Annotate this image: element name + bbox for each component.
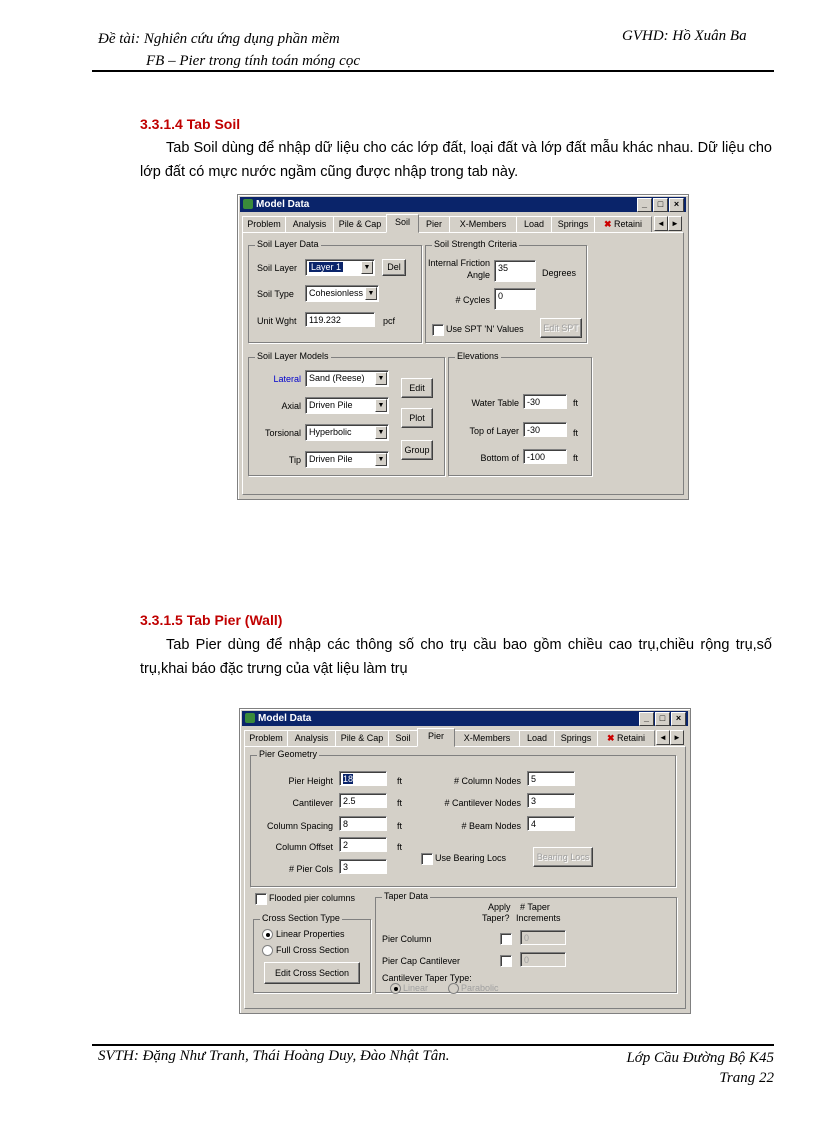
- friction-label-1: Internal Friction: [428, 258, 491, 268]
- linear-properties-label: Linear Properties: [276, 929, 345, 939]
- taper-parabolic-label: Parabolic: [461, 983, 499, 993]
- tab-problem[interactable]: Problem: [244, 730, 288, 747]
- cantilever-input[interactable]: 2.5: [339, 793, 387, 808]
- section-text-pier: Tab Pier dùng để nhập các thông số cho trụ cầu bao gồm chiều cao trụ,chiều rộng trụ,số trụ,khai báo đặc trưng của vật liệu làm trụ: [140, 637, 772, 677]
- increments-header-1: # Taper: [520, 902, 550, 912]
- beam-nodes-input[interactable]: 4: [527, 816, 575, 831]
- column-offset-input[interactable]: 2: [339, 837, 387, 852]
- window-titlebar: [242, 711, 688, 726]
- cross-section-type-group: [253, 913, 371, 993]
- group-button[interactable]: Group: [401, 440, 433, 460]
- friction-label-2: Angle: [466, 270, 490, 280]
- maximize-button[interactable]: □: [653, 198, 668, 212]
- pier-height-input[interactable]: [339, 771, 387, 786]
- tip-label: Tip: [288, 455, 301, 465]
- pier-column-taper-checkbox[interactable]: [500, 933, 512, 945]
- tab-retaining-label: Retaini: [617, 733, 646, 743]
- maximize-button[interactable]: □: [655, 712, 670, 726]
- tab-pile-cap[interactable]: Pile & Cap: [335, 730, 389, 747]
- group-title: Cross Section Type: [262, 913, 340, 923]
- minimize-button[interactable]: _: [639, 712, 654, 726]
- edit-spt-button[interactable]: Edit SPT: [540, 318, 582, 338]
- cantilever-unit: ft: [397, 798, 403, 808]
- cycles-label: # Cycles: [455, 295, 490, 305]
- edit-model-button[interactable]: Edit: [401, 378, 433, 398]
- friction-unit: Degrees: [542, 268, 577, 278]
- tab-springs[interactable]: Springs: [554, 730, 598, 747]
- top-of-layer-input[interactable]: -30: [523, 422, 567, 437]
- model-data-window-soil: [237, 194, 689, 500]
- app-icon: [245, 713, 255, 723]
- dropdown-value: Sand (Reese): [309, 373, 365, 383]
- bottom-of-unit: ft: [573, 453, 579, 463]
- increments-header-2: Increments: [516, 913, 561, 923]
- pier-column-increments-input[interactable]: 0: [520, 930, 566, 945]
- unit-weight-unit: pcf: [383, 316, 396, 326]
- tab-pile-cap[interactable]: Pile & Cap: [333, 216, 387, 233]
- tab-scroll-right-button[interactable]: ►: [668, 216, 682, 231]
- header-advisor: GVHD: Hồ Xuân Ba: [622, 28, 747, 44]
- tab-scroll-left-button[interactable]: ◄: [654, 216, 668, 231]
- friction-angle-input[interactable]: 35: [494, 260, 536, 282]
- pier-cols-input[interactable]: 3: [339, 859, 387, 874]
- tab-retaining-label: Retaini: [614, 219, 643, 229]
- close-button[interactable]: ×: [669, 198, 684, 212]
- tab-x-members[interactable]: X-Members: [454, 730, 520, 747]
- footer-class: Lớp Cầu Đường Bộ K45: [626, 1050, 774, 1066]
- tab-soil[interactable]: Soil: [386, 214, 419, 233]
- footer-rule: [92, 1044, 774, 1046]
- taper-parabolic-radio[interactable]: [448, 983, 459, 994]
- chevron-down-icon: ▼: [375, 426, 387, 439]
- column-spacing-unit: ft: [397, 821, 403, 831]
- taper-linear-label: Linear: [403, 983, 429, 993]
- full-cross-section-label: Full Cross Section: [276, 945, 350, 955]
- window-title: Model Data: [256, 199, 310, 210]
- tab-analysis[interactable]: Analysis: [287, 730, 336, 747]
- column-spacing-input[interactable]: 8: [339, 816, 387, 831]
- soil-layer-label: Soil Layer: [257, 263, 298, 273]
- del-button[interactable]: Del: [382, 259, 406, 276]
- tab-strip: [242, 215, 684, 232]
- chevron-down-icon: ▼: [375, 399, 387, 412]
- window-title: Model Data: [258, 713, 312, 724]
- header-rule: [92, 70, 774, 72]
- window-titlebar: [240, 197, 686, 212]
- cantilever-label: Cantilever: [292, 798, 333, 808]
- full-cross-section-radio[interactable]: [262, 945, 273, 956]
- soil-layer-data-group: [248, 239, 422, 343]
- unit-weight-input[interactable]: 119.232: [305, 312, 375, 327]
- column-nodes-input[interactable]: 5: [527, 771, 575, 786]
- input-value: 18: [343, 774, 354, 784]
- header-topic-line2: FB – Pier trong tính toán móng cọc: [146, 53, 360, 69]
- water-table-input[interactable]: -30: [523, 394, 567, 409]
- cycles-input[interactable]: 0: [494, 288, 536, 310]
- column-nodes-label: # Column Nodes: [453, 776, 521, 786]
- model-data-window-pier: [239, 708, 691, 1014]
- soil-type-dropdown[interactable]: [305, 285, 379, 302]
- soil-layer-models-group: [248, 351, 445, 476]
- tab-soil[interactable]: Soil: [388, 730, 418, 747]
- dropdown-value: Driven Pile: [309, 454, 353, 464]
- tab-scroll-left-button[interactable]: ◄: [656, 730, 670, 745]
- document-header-topic: [98, 28, 360, 72]
- taper-data-group: [375, 891, 677, 993]
- minimize-button[interactable]: _: [637, 198, 652, 212]
- tab-pier[interactable]: Pier: [417, 728, 455, 747]
- soil-strength-group: [425, 239, 587, 343]
- group-title: Elevations: [457, 351, 499, 361]
- group-title: Soil Layer Data: [257, 239, 319, 249]
- pier-column-taper-label: Pier Column: [382, 934, 432, 944]
- close-button[interactable]: ×: [671, 712, 686, 726]
- pier-cap-cantilever-increments-input[interactable]: 0: [520, 952, 566, 967]
- edit-cross-section-button[interactable]: Edit Cross Section: [264, 962, 360, 984]
- bottom-of-input[interactable]: -100: [523, 449, 567, 464]
- top-of-layer-unit: ft: [573, 428, 579, 438]
- use-spt-checkbox[interactable]: [432, 324, 444, 336]
- bearing-locs-button[interactable]: Bearing Locs: [533, 847, 593, 867]
- error-x-icon: ✖: [603, 219, 612, 229]
- footer-page-number: Trang 22: [719, 1070, 774, 1086]
- tip-model-dropdown[interactable]: [305, 451, 389, 468]
- pier-geometry-group: [250, 749, 676, 887]
- bottom-of-label: Bottom of: [480, 453, 519, 463]
- water-table-unit: ft: [573, 398, 579, 408]
- column-offset-unit: ft: [397, 842, 403, 852]
- cantilever-nodes-label: # Cantilever Nodes: [444, 798, 521, 808]
- chevron-down-icon: ▼: [375, 453, 387, 466]
- elevations-group: [448, 351, 592, 476]
- beam-nodes-label: # Beam Nodes: [461, 821, 521, 831]
- pier-cols-label: # Pier Cols: [288, 864, 333, 874]
- section-heading-soil: 3.3.1.4 Tab Soil: [140, 116, 241, 132]
- torsional-model-dropdown[interactable]: [305, 424, 389, 441]
- soil-layer-dropdown[interactable]: [305, 259, 375, 276]
- apply-header-1: Apply: [488, 902, 511, 912]
- group-title: Soil Strength Criteria: [434, 239, 518, 249]
- tab-problem[interactable]: Problem: [242, 216, 286, 233]
- cantilever-taper-type-label: Cantilever Taper Type:: [382, 973, 472, 983]
- water-table-label: Water Table: [471, 398, 519, 408]
- use-bearing-locs-label: Use Bearing Locs: [435, 853, 507, 863]
- torsional-label: Torsional: [264, 428, 301, 438]
- section-text-soil: Tab Soil dùng để nhập dữ liệu cho các lớp đất, loại đất và lớp đất mẫu khác nhau. Dữ liệu cho lớp đất có mực nước ngầm cũng được nhập trong tab này.: [140, 140, 772, 180]
- header-topic-line1: Đề tài: Nghiên cứu ứng dụng phần mềm: [98, 31, 340, 47]
- chevron-down-icon: ▼: [361, 261, 373, 274]
- soil-tab-panel: [242, 232, 684, 495]
- unit-weight-label: Unit Wght: [257, 316, 297, 326]
- chevron-down-icon: ▼: [365, 287, 377, 300]
- footer-authors: SVTH: Đặng Như Tranh, Thái Hoàng Duy, Đào Nhật Tân.: [98, 1048, 450, 1064]
- pier-cap-cantilever-label: Pier Cap Cantilever: [382, 956, 461, 966]
- tab-x-members[interactable]: X-Members: [449, 216, 517, 233]
- flooded-pier-columns-label: Flooded pier columns: [269, 893, 356, 903]
- group-title: Taper Data: [384, 891, 429, 901]
- tab-retaining[interactable]: [597, 730, 655, 747]
- error-x-icon: ✖: [606, 733, 615, 743]
- tab-retaining[interactable]: [594, 216, 652, 233]
- cantilever-nodes-input[interactable]: 3: [527, 793, 575, 808]
- column-offset-label: Column Offset: [275, 842, 333, 852]
- pier-tab-panel: [244, 746, 686, 1009]
- group-title: Soil Layer Models: [257, 351, 329, 361]
- tab-strip: [244, 729, 686, 746]
- chevron-down-icon: ▼: [375, 372, 387, 385]
- pier-height-label: Pier Height: [288, 776, 333, 786]
- pier-cap-cantilever-checkbox[interactable]: [500, 955, 512, 967]
- tab-load[interactable]: Load: [516, 216, 552, 233]
- lateral-label: Lateral: [273, 374, 301, 384]
- column-spacing-label: Column Spacing: [266, 821, 333, 831]
- linear-properties-radio[interactable]: [262, 929, 273, 940]
- dropdown-value: Driven Pile: [309, 400, 353, 410]
- tab-scroll-right-button[interactable]: ►: [670, 730, 684, 745]
- flooded-pier-columns-checkbox[interactable]: [255, 893, 267, 905]
- dropdown-value: Hyperbolic: [309, 427, 352, 437]
- tab-pier[interactable]: Pier: [418, 216, 450, 233]
- pier-height-unit: ft: [397, 776, 403, 786]
- taper-linear-radio[interactable]: [390, 983, 401, 994]
- group-title: Pier Geometry: [259, 749, 318, 759]
- tab-analysis[interactable]: Analysis: [285, 216, 334, 233]
- lateral-model-dropdown[interactable]: [305, 370, 389, 387]
- apply-header-2: Taper?: [482, 913, 510, 923]
- top-of-layer-label: Top of Layer: [469, 426, 519, 436]
- use-spt-label: Use SPT 'N' Values: [446, 324, 524, 334]
- app-icon: [243, 199, 253, 209]
- tab-springs[interactable]: Springs: [551, 216, 595, 233]
- use-bearing-locs-checkbox[interactable]: [421, 853, 433, 865]
- plot-button[interactable]: Plot: [401, 408, 433, 428]
- soil-type-label: Soil Type: [257, 289, 294, 299]
- dropdown-value: Cohesionless: [309, 288, 364, 298]
- footer-class-page: [594, 1048, 774, 1088]
- tab-load[interactable]: Load: [519, 730, 555, 747]
- dropdown-value: Layer 1: [311, 262, 342, 272]
- section-heading-pier: 3.3.1.5 Tab Pier (Wall): [140, 612, 283, 628]
- axial-label: Axial: [281, 401, 301, 411]
- axial-model-dropdown[interactable]: [305, 397, 389, 414]
